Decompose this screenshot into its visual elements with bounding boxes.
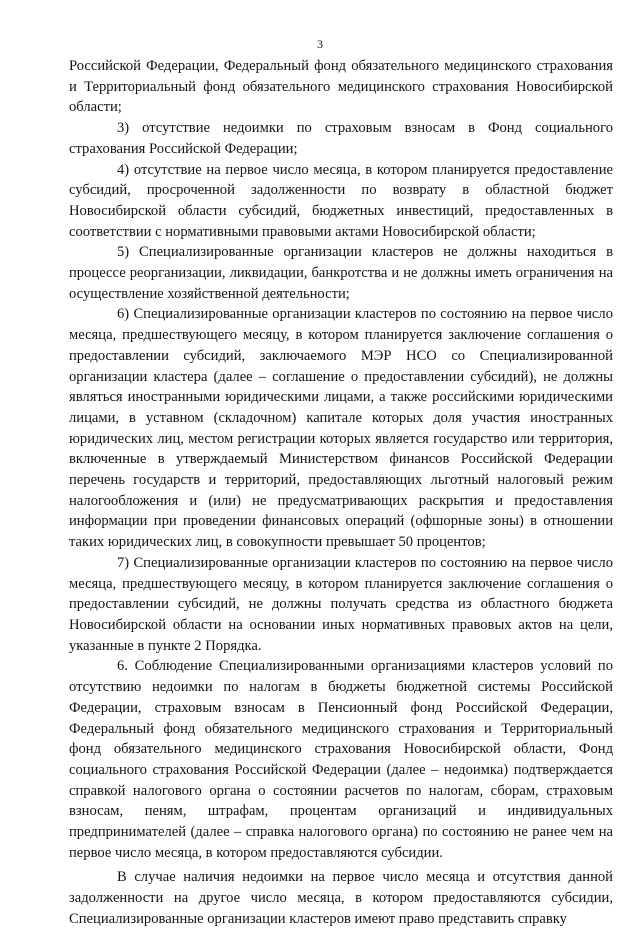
paragraph-section-6: 6. Соблюдение Специализированными организациями кластеров условий по отсутствию недоимки по налогам в бюджеты бюджетной системы Российской Федерации, страховым взносам в Пенсионный фонд Российской Федерации, Федеральный фонд обязательного медицинского страхования и Территориальный фонд обязательного медицинского страхования Новосибирской области, Фонд социального страхования Российской Федерации (далее – недоимка) подтверждается справкой налогового органа о состоянии расчетов по налогам, сборам, страховым взносам, пеням, штрафам, процентам организаций и индивидуальных предпринимателей (далее – справка налогового органа) по состоянию не ранее чем на первое число месяца, в котором предоставляются субсидии. bbox=[69, 658, 613, 861]
paragraph-item-4: 4) отсутствие на первое число месяца, в котором планируется предоставление субсидий, просроченной задолженности по возврату в областной бюджет Новосибирской области субсидий, бюджетных инвестиций, предоставленных в соответствии с нормативными правовыми актами Новосибирской области; bbox=[69, 161, 613, 240]
paragraph-arrears-case: В случае наличия недоимки на первое число месяца и отсутствия данной задолженности на другое число месяца, в котором предоставляются субсидии, Специализированные организации кластеров имеют право представить справку bbox=[69, 869, 613, 927]
paragraph-item-7: 7) Специализированные организации кластеров по состоянию на первое число месяца, предшествующего месяцу, в котором планируется заключение соглашения о предоставлении субсидий, не должны получать средства из областного бюджета Новосибирской области на основании иных нормативных правовых актов на цели, указанные в пункте 2 Порядка. bbox=[69, 554, 613, 654]
page-number: 3 bbox=[317, 37, 323, 51]
paragraph-item-5: 5) Специализированные организации кластеров не должны находиться в процессе реорганизации, ликвидации, банкротства и не должны иметь ограничения на осуществление хозяйственной деятельности; bbox=[69, 244, 613, 302]
paragraph-item-3: 3) отсутствие недоимки по страховым взносам в Фонд социального страхования Российской Федерации; bbox=[69, 120, 613, 157]
paragraph-continuation: Российской Федерации, Федеральный фонд обязательного медицинского страхования и Территориальный фонд обязательного медицинского страхования Новосибирской области; bbox=[69, 58, 613, 116]
paragraph-item-6: 6) Специализированные организации кластеров по состоянию на первое число месяца, предшествующего месяцу, в котором планируется заключение соглашения о предоставлении субсидий, заключаемого МЭР НСО со Специализированной организации кластера (далее – соглашение о предоставлении субсидий), не должны являться иностранными юридическими лицами, а также российскими юридическими лицами, в уставном (складочном) капитале которых доля участия иностранных юридических лиц, местом регистрации которых является государство или территория, включенные в утверждаемый Министерством финансов Российской Федерации перечень государств и территорий, предоставляющих льготный налоговый режим налогообложения и (или) не предусматривающих раскрытия и предоставления информации при проведении финансовых операций (офшорные зоны) в отношении таких юридических лиц, в совокупности превышает 50 процентов; bbox=[69, 306, 613, 551]
document-body bbox=[69, 56, 613, 930]
